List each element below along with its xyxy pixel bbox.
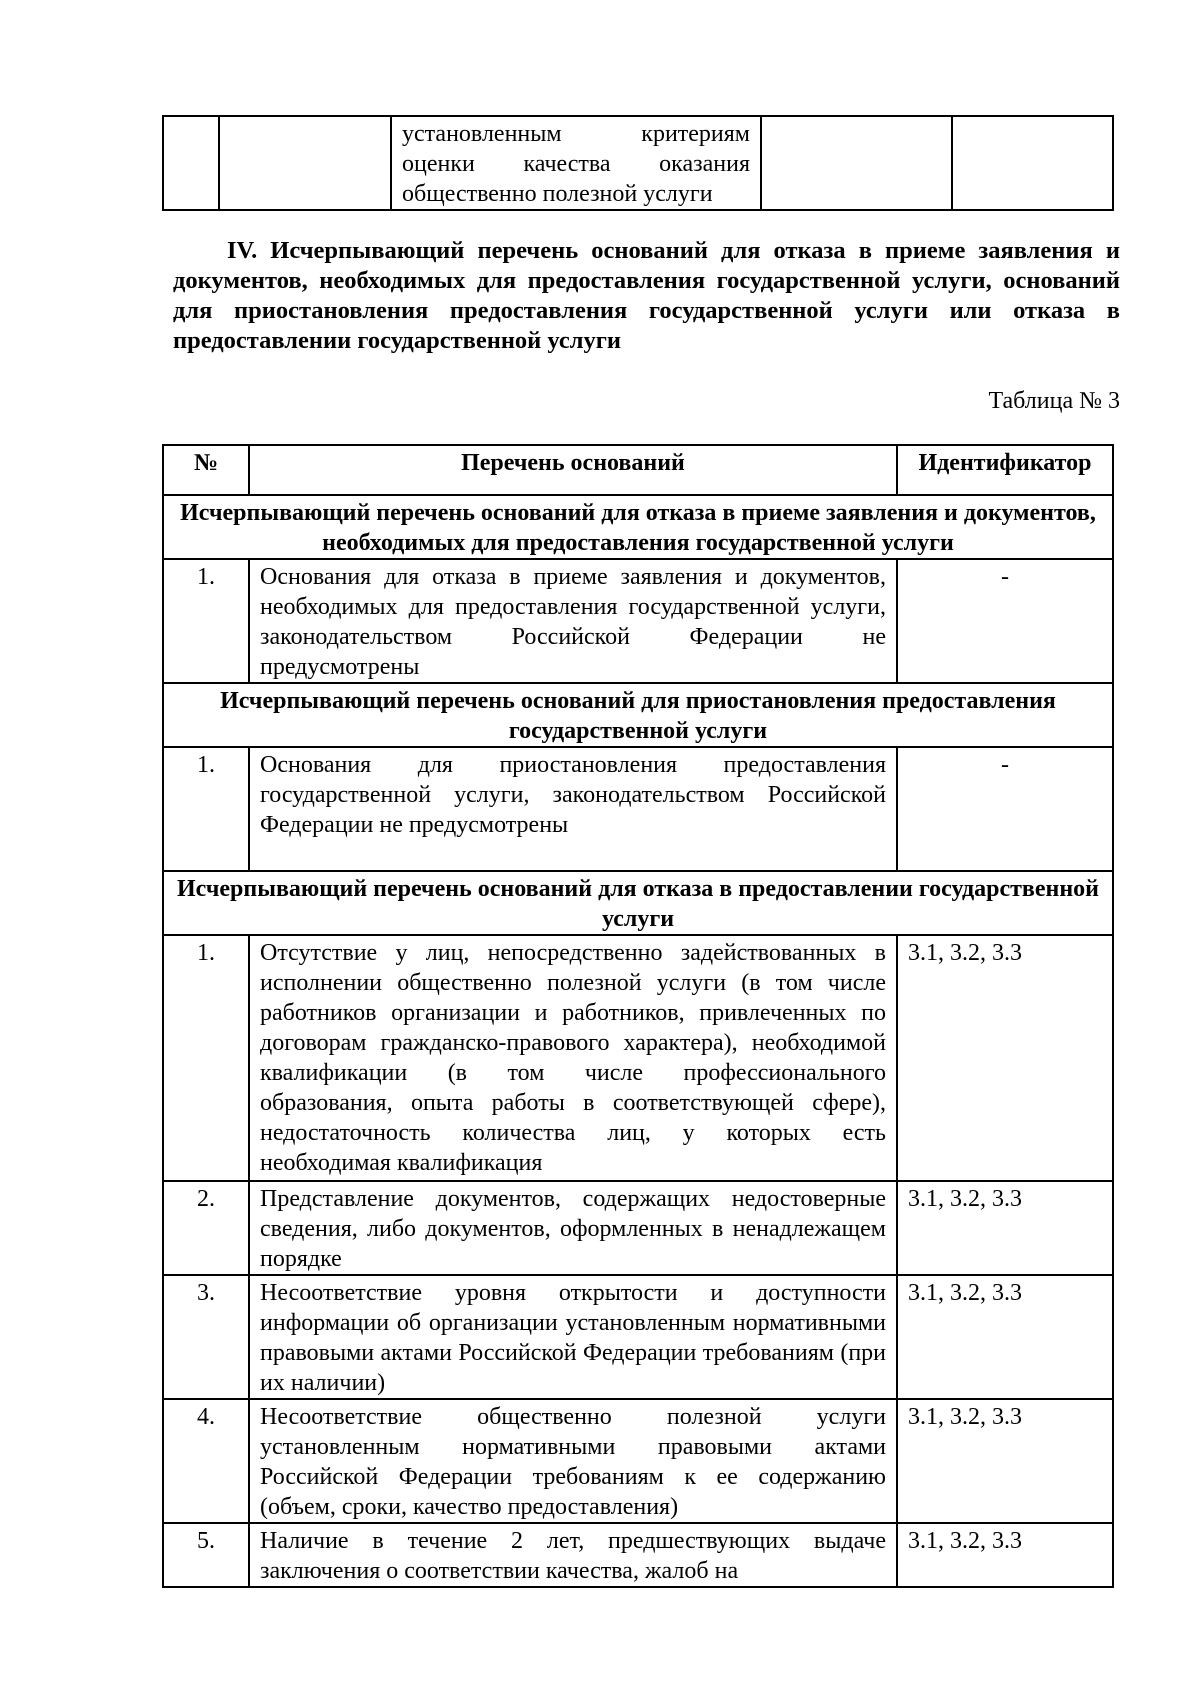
row-identifier: 3.1, 3.2, 3.3 <box>897 935 1113 1181</box>
table-cell <box>219 116 391 210</box>
row-number: 5. <box>163 1523 249 1587</box>
row-identifier: 3.1, 3.2, 3.3 <box>897 1523 1113 1587</box>
row-identifier: 3.1, 3.2, 3.3 <box>897 1275 1113 1399</box>
group-row <box>163 495 1113 559</box>
row-identifier: 3.1, 3.2, 3.3 <box>897 1181 1113 1275</box>
row-text: Представление документов, содержащих недостоверные сведения, либо документов, оформленных в ненадлежащем порядке <box>249 1181 897 1275</box>
table-row <box>163 1181 1113 1275</box>
row-text: Несоответствие общественно полезной услуги установленным нормативными правовыми актами Российской Федерации требованиям к ее содержанию (объем, сроки, качество предоставления) <box>249 1399 897 1523</box>
group-row <box>163 683 1113 747</box>
group-title: Исчерпывающий перечень оснований для отказа в предоставлении государственной услуги <box>163 871 1113 935</box>
row-number: 1. <box>163 935 249 1181</box>
group-title: Исчерпывающий перечень оснований для отказа в приеме заявления и документов, необходимых для предоставления государственной услуги <box>163 495 1113 559</box>
row-number: 2. <box>163 1181 249 1275</box>
row-identifier: - <box>897 747 1113 871</box>
row-number: 1. <box>163 559 249 683</box>
table-caption: Таблица № 3 <box>988 388 1120 414</box>
header-id: Идентификатор <box>897 445 1113 495</box>
table-cell <box>952 116 1113 210</box>
table-row <box>163 116 1113 210</box>
grounds-table <box>162 444 1114 1588</box>
row-number: 3. <box>163 1275 249 1399</box>
row-text: Наличие в течение 2 лет, предшествующих выдаче заключения о соответствии качества, жалоб на <box>249 1523 897 1587</box>
group-title: Исчерпывающий перечень оснований для приостановления предоставления государственной услуги <box>163 683 1113 747</box>
header-list: Перечень оснований <box>249 445 897 495</box>
row-text: Несоответствие уровня открытости и доступности информации об организации установленным нормативными правовыми актами Российской Федерации требованиям (при их наличии) <box>249 1275 897 1399</box>
row-text: Отсутствие у лиц, непосредственно задействованных в исполнении общественно полезной услуги (в том числе работников организации и работников, привлеченных по договорам гражданско-правового характера), необходимой квалификации (в том числе профессионального образования, опыта работы в соответствующей сфере), недостаточность количества лиц, у которых есть необходимая квалификация <box>249 935 897 1181</box>
section-title: IV. Исчерпывающий перечень оснований для отказа в приеме заявления и документов, необходимых для предоставления государственной услуги, оснований для приостановления предоставления государственной услуги или отказа в предоставлении государственной услуги <box>173 237 1120 354</box>
row-text: Основания для приостановления предоставления государственной услуги, законодательством Российской Федерации не предусмотрены <box>249 747 897 871</box>
table-row <box>163 935 1113 1181</box>
row-identifier: - <box>897 559 1113 683</box>
table-row <box>163 1275 1113 1399</box>
table-row <box>163 559 1113 683</box>
group-row <box>163 871 1113 935</box>
table-row <box>163 747 1113 871</box>
continuation-table <box>162 115 1114 211</box>
row-text: Основания для отказа в приеме заявления и документов, необходимых для предоставления государственной услуги, законодательством Российской Федерации не предусмотрены <box>249 559 897 683</box>
row-identifier: 3.1, 3.2, 3.3 <box>897 1399 1113 1523</box>
table-row <box>163 1399 1113 1523</box>
table-cell <box>761 116 952 210</box>
table-row <box>163 1523 1113 1587</box>
table-header-row <box>163 445 1113 495</box>
header-num: № <box>163 445 249 495</box>
table-cell <box>391 116 761 210</box>
row-number: 4. <box>163 1399 249 1523</box>
table-cell <box>163 116 219 210</box>
continuation-text: установленным критериям оценки качества оказания общественно полезной услуги <box>402 121 750 207</box>
row-number: 1. <box>163 747 249 871</box>
